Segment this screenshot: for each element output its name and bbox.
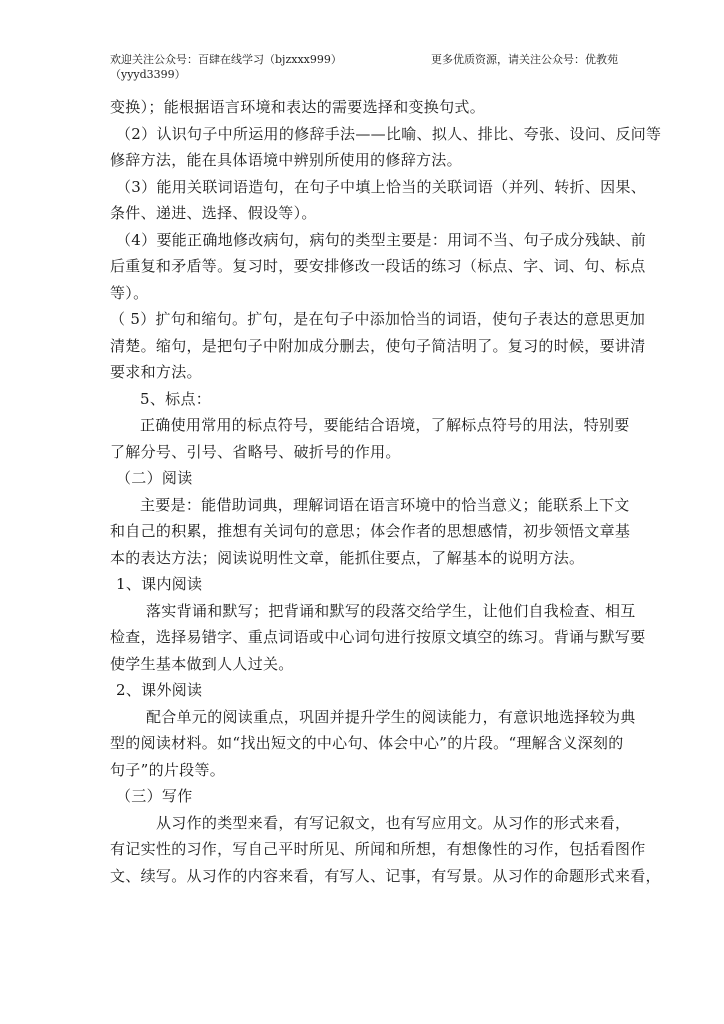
text-line: 有记实性的习作，写自己平时所见、所闻和所想，有想像性的习作，包括看图作 [110, 840, 646, 858]
text-line: 检查，选择易错字、重点词语或中心词句进行按原文填空的练习。背诵与默写要 [110, 628, 646, 646]
header-right-text: 更多优质资源，请关注公众号：优教苑 [431, 53, 618, 66]
document-body [110, 94, 662, 889]
text-line: 等）。 [110, 283, 149, 302]
text-line: 修辞方法，能在具体语境中辨别所使用的修辞方法。 [110, 151, 462, 169]
text-line: 条件、递进、选择、假设等）。 [110, 204, 317, 222]
text-line: 从习作的类型来看，有写记叙文，也有写应用文。从习作的形式来看， [156, 813, 631, 832]
subsection-heading: 2、课外阅读 [116, 681, 203, 699]
text-line: 落实背诵和默写；把背诵和默写的段落交给学生，让他们自我检查、相互 [146, 601, 636, 620]
section-heading: （三）写作 [116, 787, 193, 805]
text-line: （2）认识句子中所运用的修辞手法——比喻、拟人、排比、夸张、设问、反问等 [116, 124, 662, 143]
text-line: 变换）；能根据语言环境和表达的需要选择和变换句式。 [110, 98, 486, 116]
text-line: 本的表达方法；阅读说明性文章，能抓住要点，了解基本的说明方法。 [110, 548, 585, 567]
text-line: 正确使用常用的标点符号，要能结合语境，了解标点符号的用法，特别要 [140, 416, 630, 434]
text-line: 要求和方法。 [110, 363, 202, 381]
header-left-text: 欢迎关注公众号：百肆在线学习（bjzxxx999） [110, 53, 342, 66]
header-continuation-text: （yyyd3399） [110, 68, 186, 81]
text-line: （ 5）扩句和缩句。扩句，是在句子中添加恰当的词语，使句子表达的意思更加 [110, 310, 646, 328]
text-line: 句子”的片段等。 [110, 760, 226, 779]
text-line: 后重复和矛盾等。复习时，要安排修改一段话的练习（标点、字、词、句、标点 [110, 257, 646, 275]
text-line: （3）能用关联词语造句，在句子中填上恰当的关联词语（并列、转折、因果、 [116, 177, 647, 196]
text-line: 5、标点： [140, 389, 212, 408]
text-line: 型的阅读材料。如“找出短文的中心句、体会中心”的片段。“理解含义深刻的 [110, 734, 624, 752]
text-line: 主要是：能借助词典，理解词语在语言环境中的恰当意义；能联系上下文 [140, 495, 630, 514]
section-heading: （二）阅读 [116, 469, 193, 487]
text-line: 了解分号、引号、省略号、破折号的作用。 [110, 442, 401, 461]
text-line: 使学生基本做到人人过关。 [110, 654, 294, 673]
text-line: 配合单元的阅读重点，巩固并提升学生的阅读能力，有意识地选择较为典 [146, 707, 636, 726]
text-line: 和自己的积累，推想有关词句的意思；体会作者的思想感情，初步领悟文章基 [110, 522, 631, 540]
text-line: （4）要能正确地修改病句，病句的类型主要是：用词不当、句子成分残缺、前 [116, 230, 647, 249]
text-line: 文、续写。从习作的内容来看，有写人、记事，有写景。从习作的命题形式来看， [110, 866, 661, 885]
subsection-heading: 1、课内阅读 [116, 575, 203, 593]
text-line: 清楚。缩句，是把句子中附加成分删去，使句子简洁明了。复习的时候，要讲清 [110, 336, 646, 355]
